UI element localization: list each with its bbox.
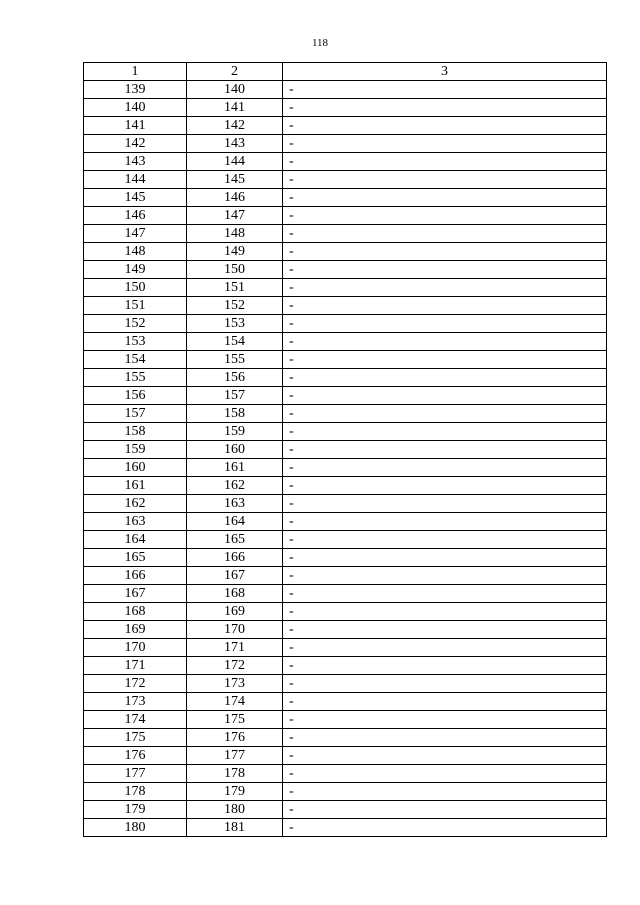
table-row — [84, 369, 607, 387]
table-row — [84, 297, 607, 315]
cell-col-2: 146 — [187, 189, 283, 207]
cell-col-2: 141 — [187, 99, 283, 117]
cell-col-3: - — [283, 81, 607, 99]
table-row — [84, 387, 607, 405]
table-row — [84, 513, 607, 531]
cell-col-3: - — [283, 711, 607, 729]
cell-col-2: 178 — [187, 765, 283, 783]
cell-col-3: - — [283, 459, 607, 477]
cell-col-2: 169 — [187, 603, 283, 621]
cell-col-1: 169 — [84, 621, 187, 639]
cell-col-1: 166 — [84, 567, 187, 585]
table-row — [84, 315, 607, 333]
cell-col-1: 157 — [84, 405, 187, 423]
cell-col-2: 181 — [187, 819, 283, 837]
page-number: 118 — [311, 37, 329, 49]
cell-col-3: - — [283, 765, 607, 783]
cell-col-2: 162 — [187, 477, 283, 495]
table-row — [84, 99, 607, 117]
cell-col-2: 152 — [187, 297, 283, 315]
cell-col-1: 149 — [84, 261, 187, 279]
cell-col-1: 161 — [84, 477, 187, 495]
table-row — [84, 495, 607, 513]
cell-col-2: 149 — [187, 243, 283, 261]
cell-col-2: 174 — [187, 693, 283, 711]
cell-col-3: - — [283, 477, 607, 495]
table-row — [84, 171, 607, 189]
cell-col-2: 151 — [187, 279, 283, 297]
cell-col-3: - — [283, 675, 607, 693]
cell-col-1: 174 — [84, 711, 187, 729]
cell-col-2: 168 — [187, 585, 283, 603]
cell-col-3: - — [283, 819, 607, 837]
cell-col-2: 173 — [187, 675, 283, 693]
cell-col-1: 139 — [84, 81, 187, 99]
table-row — [84, 747, 607, 765]
table-row — [84, 207, 607, 225]
cell-col-1: 159 — [84, 441, 187, 459]
cell-col-2: 157 — [187, 387, 283, 405]
cell-col-2: 171 — [187, 639, 283, 657]
table-row — [84, 621, 607, 639]
cell-col-3: - — [283, 369, 607, 387]
cell-col-3: - — [283, 279, 607, 297]
cell-col-1: 156 — [84, 387, 187, 405]
cell-col-2: 155 — [187, 351, 283, 369]
cell-col-3: - — [283, 657, 607, 675]
table-row — [84, 117, 607, 135]
table-row — [84, 153, 607, 171]
cell-col-3: - — [283, 621, 607, 639]
cell-col-2: 145 — [187, 171, 283, 189]
cell-col-3: - — [283, 225, 607, 243]
cell-col-1: 147 — [84, 225, 187, 243]
cell-col-3: - — [283, 297, 607, 315]
cell-col-1: 143 — [84, 153, 187, 171]
cell-col-3: - — [283, 693, 607, 711]
cell-col-1: 165 — [84, 549, 187, 567]
column-header-3: 3 — [283, 63, 607, 81]
table-row — [84, 603, 607, 621]
data-table — [83, 62, 607, 837]
cell-col-2: 166 — [187, 549, 283, 567]
cell-col-3: - — [283, 117, 607, 135]
cell-col-3: - — [283, 207, 607, 225]
cell-col-2: 158 — [187, 405, 283, 423]
cell-col-1: 172 — [84, 675, 187, 693]
cell-col-2: 154 — [187, 333, 283, 351]
cell-col-1: 179 — [84, 801, 187, 819]
cell-col-3: - — [283, 585, 607, 603]
cell-col-1: 158 — [84, 423, 187, 441]
cell-col-3: - — [283, 423, 607, 441]
table-row — [84, 801, 607, 819]
cell-col-1: 171 — [84, 657, 187, 675]
cell-col-1: 177 — [84, 765, 187, 783]
cell-col-2: 148 — [187, 225, 283, 243]
table-row — [84, 675, 607, 693]
table-row — [84, 261, 607, 279]
table-row — [84, 549, 607, 567]
table-row — [84, 567, 607, 585]
table-row — [84, 333, 607, 351]
cell-col-3: - — [283, 387, 607, 405]
table-row — [84, 351, 607, 369]
table-row — [84, 135, 607, 153]
table-row — [84, 225, 607, 243]
cell-col-2: 172 — [187, 657, 283, 675]
cell-col-3: - — [283, 351, 607, 369]
cell-col-3: - — [283, 99, 607, 117]
cell-col-2: 160 — [187, 441, 283, 459]
table-row — [84, 657, 607, 675]
cell-col-2: 147 — [187, 207, 283, 225]
cell-col-1: 180 — [84, 819, 187, 837]
column-header-1: 1 — [84, 63, 187, 81]
table-row — [84, 423, 607, 441]
table-row — [84, 639, 607, 657]
cell-col-1: 176 — [84, 747, 187, 765]
cell-col-2: 163 — [187, 495, 283, 513]
cell-col-2: 179 — [187, 783, 283, 801]
cell-col-2: 176 — [187, 729, 283, 747]
table-row — [84, 459, 607, 477]
cell-col-2: 143 — [187, 135, 283, 153]
column-header-2: 2 — [187, 63, 283, 81]
table-row — [84, 765, 607, 783]
cell-col-2: 167 — [187, 567, 283, 585]
cell-col-1: 170 — [84, 639, 187, 657]
cell-col-3: - — [283, 639, 607, 657]
table-row — [84, 531, 607, 549]
table-header-row — [84, 63, 607, 81]
cell-col-2: 150 — [187, 261, 283, 279]
cell-col-1: 141 — [84, 117, 187, 135]
cell-col-1: 178 — [84, 783, 187, 801]
cell-col-1: 162 — [84, 495, 187, 513]
cell-col-3: - — [283, 549, 607, 567]
table-header — [84, 63, 607, 81]
cell-col-1: 155 — [84, 369, 187, 387]
cell-col-3: - — [283, 495, 607, 513]
cell-col-3: - — [283, 171, 607, 189]
cell-col-3: - — [283, 783, 607, 801]
cell-col-3: - — [283, 531, 607, 549]
cell-col-1: 163 — [84, 513, 187, 531]
cell-col-2: 177 — [187, 747, 283, 765]
cell-col-3: - — [283, 261, 607, 279]
cell-col-1: 168 — [84, 603, 187, 621]
cell-col-3: - — [283, 567, 607, 585]
cell-col-3: - — [283, 315, 607, 333]
table-row — [84, 819, 607, 837]
cell-col-1: 153 — [84, 333, 187, 351]
table-row — [84, 729, 607, 747]
cell-col-3: - — [283, 333, 607, 351]
cell-col-1: 154 — [84, 351, 187, 369]
table-row — [84, 783, 607, 801]
cell-col-2: 153 — [187, 315, 283, 333]
cell-col-1: 144 — [84, 171, 187, 189]
cell-col-2: 142 — [187, 117, 283, 135]
cell-col-1: 140 — [84, 99, 187, 117]
cell-col-2: 156 — [187, 369, 283, 387]
table-row — [84, 693, 607, 711]
cell-col-3: - — [283, 729, 607, 747]
cell-col-1: 150 — [84, 279, 187, 297]
cell-col-1: 160 — [84, 459, 187, 477]
table-row — [84, 477, 607, 495]
cell-col-3: - — [283, 801, 607, 819]
table-row — [84, 585, 607, 603]
cell-col-1: 146 — [84, 207, 187, 225]
cell-col-2: 165 — [187, 531, 283, 549]
cell-col-1: 142 — [84, 135, 187, 153]
cell-col-2: 161 — [187, 459, 283, 477]
cell-col-3: - — [283, 153, 607, 171]
cell-col-3: - — [283, 441, 607, 459]
cell-col-2: 144 — [187, 153, 283, 171]
cell-col-1: 164 — [84, 531, 187, 549]
cell-col-3: - — [283, 135, 607, 153]
cell-col-2: 159 — [187, 423, 283, 441]
cell-col-1: 167 — [84, 585, 187, 603]
cell-col-3: - — [283, 189, 607, 207]
cell-col-3: - — [283, 603, 607, 621]
cell-col-1: 151 — [84, 297, 187, 315]
cell-col-2: 170 — [187, 621, 283, 639]
table-row — [84, 243, 607, 261]
table-row — [84, 189, 607, 207]
table-row — [84, 405, 607, 423]
cell-col-2: 140 — [187, 81, 283, 99]
cell-col-2: 180 — [187, 801, 283, 819]
cell-col-3: - — [283, 747, 607, 765]
cell-col-1: 173 — [84, 693, 187, 711]
cell-col-1: 145 — [84, 189, 187, 207]
cell-col-2: 164 — [187, 513, 283, 531]
cell-col-2: 175 — [187, 711, 283, 729]
table-row — [84, 81, 607, 99]
cell-col-3: - — [283, 243, 607, 261]
cell-col-1: 175 — [84, 729, 187, 747]
table-row — [84, 441, 607, 459]
cell-col-1: 152 — [84, 315, 187, 333]
cell-col-1: 148 — [84, 243, 187, 261]
table-row — [84, 711, 607, 729]
cell-col-3: - — [283, 405, 607, 423]
table-row — [84, 279, 607, 297]
table-body — [84, 81, 607, 837]
cell-col-3: - — [283, 513, 607, 531]
